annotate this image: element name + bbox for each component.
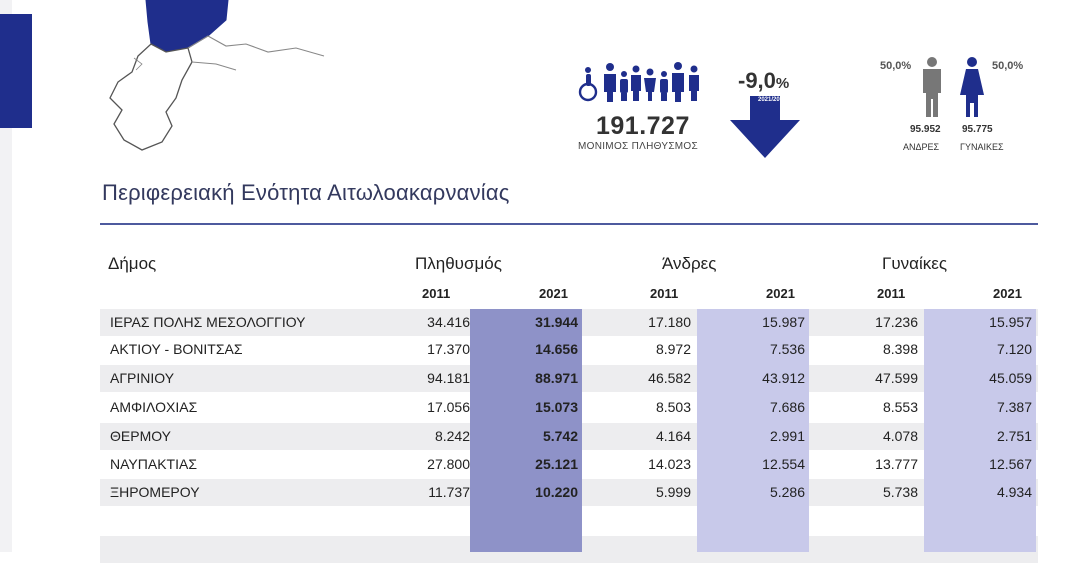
col-header-men: Άνδρες bbox=[662, 254, 717, 273]
population-people-icon bbox=[578, 58, 708, 104]
men-2011-value: 17.180 bbox=[648, 314, 691, 330]
col-header-women: Γυναίκες bbox=[882, 254, 948, 273]
municipality-name: ΑΓΡΙΝΙΟΥ bbox=[110, 370, 175, 386]
col-header-population: Πληθυσμός bbox=[415, 254, 502, 273]
pop-2021-value: 31.944 bbox=[535, 314, 578, 330]
municipality-name: ΙΕΡΑΣ ΠΟΛΗΣ ΜΕΣΟΛΟΓΓΙΟΥ bbox=[110, 314, 306, 330]
row-cells bbox=[100, 423, 1038, 450]
year-women-2021: 2021 bbox=[993, 286, 1022, 301]
male-percentage: 50,0% bbox=[880, 60, 912, 72]
women-2011-value: 4.078 bbox=[882, 428, 918, 444]
row-cells bbox=[100, 309, 1038, 336]
pop-2011-value: 94.181 bbox=[427, 370, 470, 386]
population-label: ΜΟΝΙΜΟΣ ΠΛΗΘΥΣΜΟΣ bbox=[578, 141, 698, 152]
men-2021-value: 2.991 bbox=[769, 428, 805, 444]
female-count: 95.775 bbox=[962, 124, 993, 135]
female-icon bbox=[960, 57, 984, 117]
year-pop-2021: 2021 bbox=[539, 286, 568, 301]
pop-2011-value: 8.242 bbox=[434, 428, 470, 444]
change-period: 2021/2011 bbox=[758, 97, 787, 103]
municipality-name: ΘΕΡΜΟΥ bbox=[110, 428, 172, 444]
pop-2021-value: 88.971 bbox=[535, 370, 578, 386]
women-2011-value: 47.599 bbox=[875, 370, 918, 386]
title-divider bbox=[100, 223, 1038, 225]
pop-2021-value: 15.073 bbox=[535, 399, 578, 415]
year-men-2011: 2011 bbox=[650, 286, 679, 301]
col-header-municipality: Δήμος bbox=[108, 254, 157, 273]
male-label: ΑΝΔΡΕΣ bbox=[903, 142, 940, 152]
male-icon bbox=[923, 57, 941, 117]
men-2011-value: 8.972 bbox=[655, 341, 691, 357]
men-2011-value: 4.164 bbox=[655, 428, 691, 444]
women-2011-value: 5.738 bbox=[882, 484, 918, 500]
women-2021-value: 7.120 bbox=[996, 341, 1032, 357]
men-2021-value: 7.536 bbox=[769, 341, 805, 357]
men-2021-value: 15.987 bbox=[762, 314, 805, 330]
arrow-down-icon bbox=[728, 96, 802, 158]
year-men-2021: 2021 bbox=[766, 286, 795, 301]
population-change-unit: % bbox=[775, 75, 790, 92]
year-pop-2011: 2011 bbox=[422, 286, 451, 301]
population-change-value: -9,0 bbox=[738, 68, 776, 93]
men-2021-value: 43.912 bbox=[762, 370, 805, 386]
pop-2021-value: 14.656 bbox=[535, 341, 578, 357]
men-2021-value: 12.554 bbox=[762, 456, 805, 472]
blue-tab-marker bbox=[0, 14, 32, 128]
women-2021-value: 45.059 bbox=[989, 370, 1032, 386]
pop-2011-value: 27.800 bbox=[427, 456, 470, 472]
municipality-name: ΝΑΥΠΑΚΤΙΑΣ bbox=[110, 456, 197, 472]
women-2011-value: 13.777 bbox=[875, 456, 918, 472]
municipality-name: ΑΜΦΙΛΟΧΙΑΣ bbox=[110, 399, 198, 415]
women-2021-value: 2.751 bbox=[996, 428, 1032, 444]
pop-2021-value: 25.121 bbox=[535, 456, 578, 472]
year-women-2011: 2011 bbox=[877, 286, 906, 301]
pop-2011-value: 11.737 bbox=[428, 484, 470, 500]
population-change bbox=[738, 68, 789, 94]
men-2021-value: 7.686 bbox=[769, 399, 805, 415]
population-total: 191.727 bbox=[596, 112, 690, 140]
pop-2011-value: 34.416 bbox=[427, 314, 470, 330]
women-2011-value: 17.236 bbox=[875, 314, 918, 330]
pop-2021-value: 5.742 bbox=[542, 428, 578, 444]
men-2021-value: 5.286 bbox=[769, 484, 805, 500]
female-label: ΓΥΝΑΙΚΕΣ bbox=[960, 142, 1004, 152]
row-cells bbox=[100, 394, 1038, 421]
pop-2011-value: 17.370 bbox=[427, 341, 470, 357]
pop-2011-value: 17.056 bbox=[427, 399, 470, 415]
men-2011-value: 5.999 bbox=[655, 484, 691, 500]
region-map-icon bbox=[96, 0, 326, 160]
municipality-name: ΞΗΡΟΜΕΡΟΥ bbox=[110, 484, 200, 500]
municipality-name: ΑΚΤΙΟΥ - ΒΟΝΙΤΣΑΣ bbox=[110, 341, 243, 357]
women-2011-value: 8.398 bbox=[882, 341, 918, 357]
row-cells bbox=[100, 479, 1038, 506]
women-2011-value: 8.553 bbox=[882, 399, 918, 415]
pop-2021-value: 10.220 bbox=[535, 484, 578, 500]
region-title: Περιφερειακή Ενότητα Αιτωλοακαρνανίας bbox=[102, 180, 510, 205]
male-count: 95.952 bbox=[910, 124, 941, 135]
row-cells bbox=[100, 336, 1038, 363]
female-percentage: 50,0% bbox=[992, 60, 1024, 72]
women-2021-value: 15.957 bbox=[989, 314, 1032, 330]
men-2011-value: 14.023 bbox=[648, 456, 691, 472]
men-2011-value: 46.582 bbox=[648, 370, 691, 386]
men-2011-value: 8.503 bbox=[655, 399, 691, 415]
women-2021-value: 7.387 bbox=[996, 399, 1032, 415]
gender-icons bbox=[914, 56, 994, 118]
row-cells bbox=[100, 451, 1038, 478]
row-cells bbox=[100, 365, 1038, 392]
women-2021-value: 12.567 bbox=[989, 456, 1032, 472]
women-2021-value: 4.934 bbox=[996, 484, 1032, 500]
